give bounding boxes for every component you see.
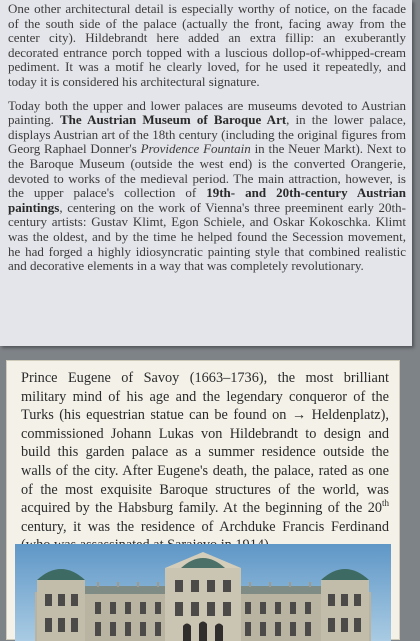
sidebar-box — [6, 360, 400, 640]
museum-name: The Austrian Museum of Baroque Art — [60, 112, 287, 128]
belvedere-photo — [15, 544, 391, 641]
collection-name: 19th- and 20th-century Austrian paintings — [8, 185, 406, 215]
paragraph-museums-text-1: Today both the upper and lower palaces are museums devoted to Austrian painting. — [8, 97, 406, 128]
sidebar-text-2: century, it was the residence of Archduke Francis Ferdinand — [21, 518, 389, 535]
sidebar-text-1: Prince Eugene of Savoy (1663–1736), the most brilliant military mind of his age and the legendary conqueror of the Turks (his equestrian statue can be found on → Heldenplatz), commissioned Johann Lukas von Hildebrandt to design and build this garden palace as a summer residence outside the walls of the city. After Eugene's death, the palace, rated as one of the most exquisite Baroque structures of the world, was acquired by the Habsburg family. At the beginning of the 20 — [21, 370, 389, 517]
sidebar-text — [7, 361, 399, 555]
fountain-name: Providence Fountain — [140, 141, 251, 157]
paragraph-museums-text-4: , centering on the work of Vienna's three preeminent early 20th-century artists: Gustav Klimt, Egon Schiele, and Oskar Kokoschka. Klimt was the oldest, and by the time he helped found the Secession movement, he had forged a highly idiosyncratic painting style that combined realistic and decorative elements in a way that was completely revolutionary. — [8, 199, 406, 274]
paragraph-museums-text-2: , in the lower palace, displays Austrian art of the 18th century (including the original figures from Georg Raphael Donner's — [8, 112, 406, 157]
paragraph-museums — [0, 99, 412, 274]
palace-illustration — [15, 544, 391, 641]
paragraph-museums-text-3: in the Neuer Markt). Next to the Baroque Museum (outside the west end) is the converted Orangerie, devoted to works of the medieval period. The main attraction, however, is the upper palace's collection of — [8, 141, 407, 201]
superscript-th: th — [381, 498, 389, 509]
paragraph-facade: One other architectural detail is especially worthy of notice, on the facade of the south side of the palace (actually the front, facing away from the center city). Hildebrandt here added an extra fillip: an exuberantly decorated entrance porch topped with a luscious dollop-of-whipped-cream pediment. It was a motif he clearly loved, for he used it repeatedly, and today it is considered his architectural signature. — [8, 1, 406, 89]
